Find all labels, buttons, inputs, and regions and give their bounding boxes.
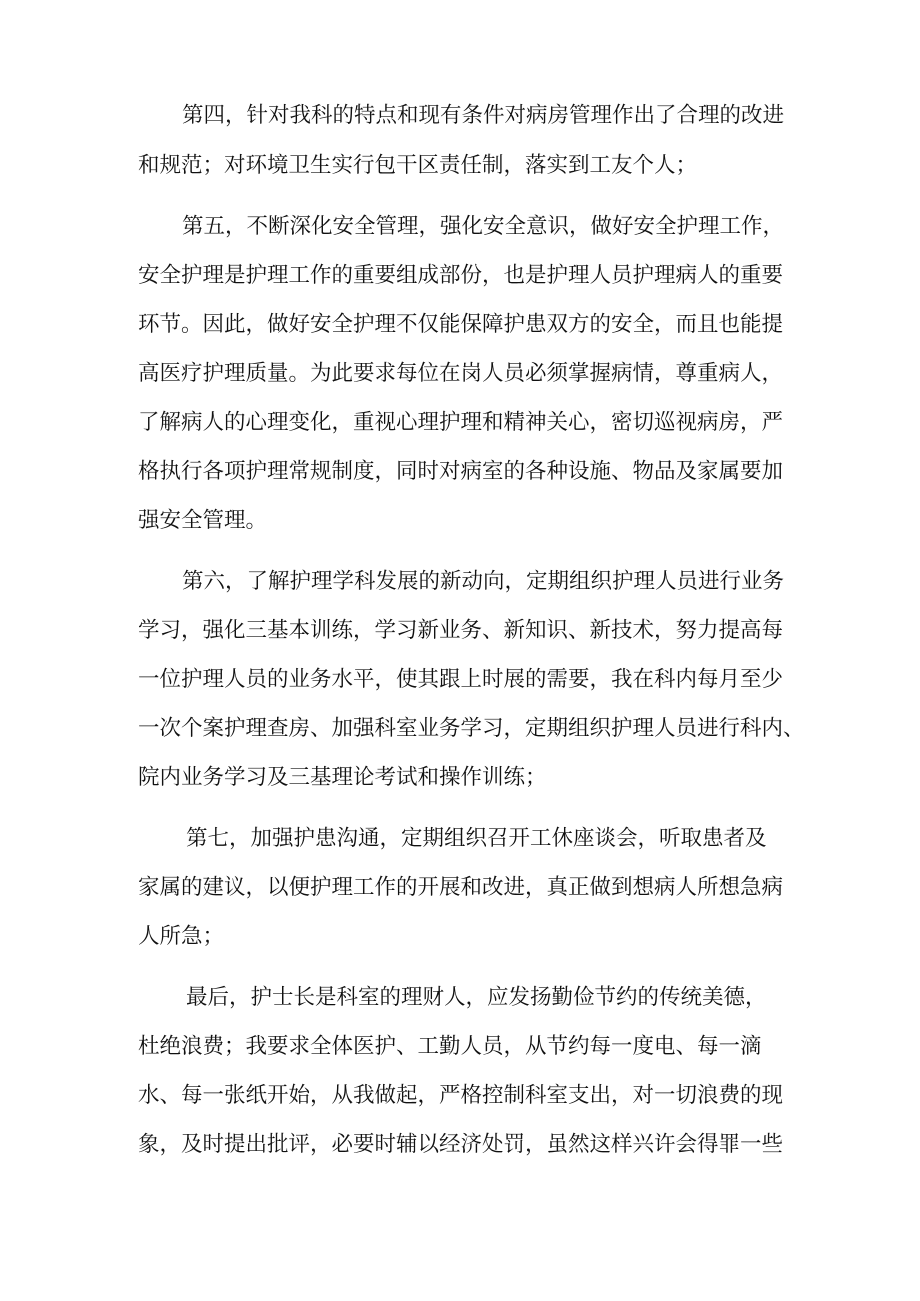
paragraph-4-line-1: 第四，针对我科的特点和现有条件对病房管理作出了合理的改进: [182, 103, 785, 128]
paragraph-5-line-1: 第五，不断深化安全管理，强化安全意识，做好安全护理工作，: [182, 214, 785, 239]
paragraph-final-line-4: 象，及时提出批评，必要时辅以经济处罚，虽然这样兴许会得罪一些: [138, 1132, 784, 1157]
paragraph-final-line-1: 最后，护士长是科室的理财人，应发扬勤俭节约的传统美德，: [186, 985, 767, 1010]
paragraph-final-line-3: 水、每一张纸开始，从我做起，严格控制科室支出，对一切浪费的现: [138, 1083, 784, 1108]
paragraph-final-line-2: 杜绝浪费；我要求全体医护、工勤人员，从节约每一度电、每一滴: [138, 1034, 762, 1059]
paragraph-7-line-2: 家属的建议，以便护理工作的开展和改进，真正做到想病人所想急病: [138, 875, 784, 900]
paragraph-5-line-3: 环节。因此，做好安全护理不仅能保障护患双方的安全，而且也能提: [138, 312, 784, 337]
paragraph-6-line-1: 第六，了解护理学科发展的新动向，定期组织护理人员进行业务: [182, 569, 785, 594]
paragraph-7-line-1: 第七，加强护患沟通，定期组织召开工休座谈会，听取患者及: [186, 826, 767, 851]
paragraph-5-line-2: 安全护理是护理工作的重要组成部份，也是护理人员护理病人的重要: [138, 263, 784, 288]
paragraph-4-line-2: 和规范；对环境卫生实行包干区责任制，落实到工友个人；: [138, 153, 698, 178]
paragraph-6-line-2: 学习，强化三基本训练，学习新业务、新知识、新技术，努力提高每: [138, 618, 784, 643]
paragraph-6-line-3: 一位护理人员的业务水平，使其跟上时展的需要，我在科内每月至少: [138, 667, 784, 692]
paragraph-5-line-4: 高医疗护理质量。为此要求每位在岗人员必须掌握病情，尊重病人，: [138, 361, 784, 386]
paragraph-5-line-7: 强安全管理。: [138, 508, 268, 533]
paragraph-7-line-3: 人所急；: [138, 924, 225, 949]
paragraph-6-line-5: 院内业务学习及三基理论考试和操作训练；: [138, 765, 547, 790]
paragraph-5-line-5: 了解病人的心理变化，重视心理护理和精神关心，密切巡视病房，严: [138, 410, 784, 435]
paragraph-6-line-4: 一次个案护理查房、加强科室业务学习，定期组织护理人员进行科内、: [138, 716, 805, 741]
paragraph-5-line-6: 格执行各项护理常规制度，同时对病室的各种设施、物品及家属要加: [138, 459, 784, 484]
